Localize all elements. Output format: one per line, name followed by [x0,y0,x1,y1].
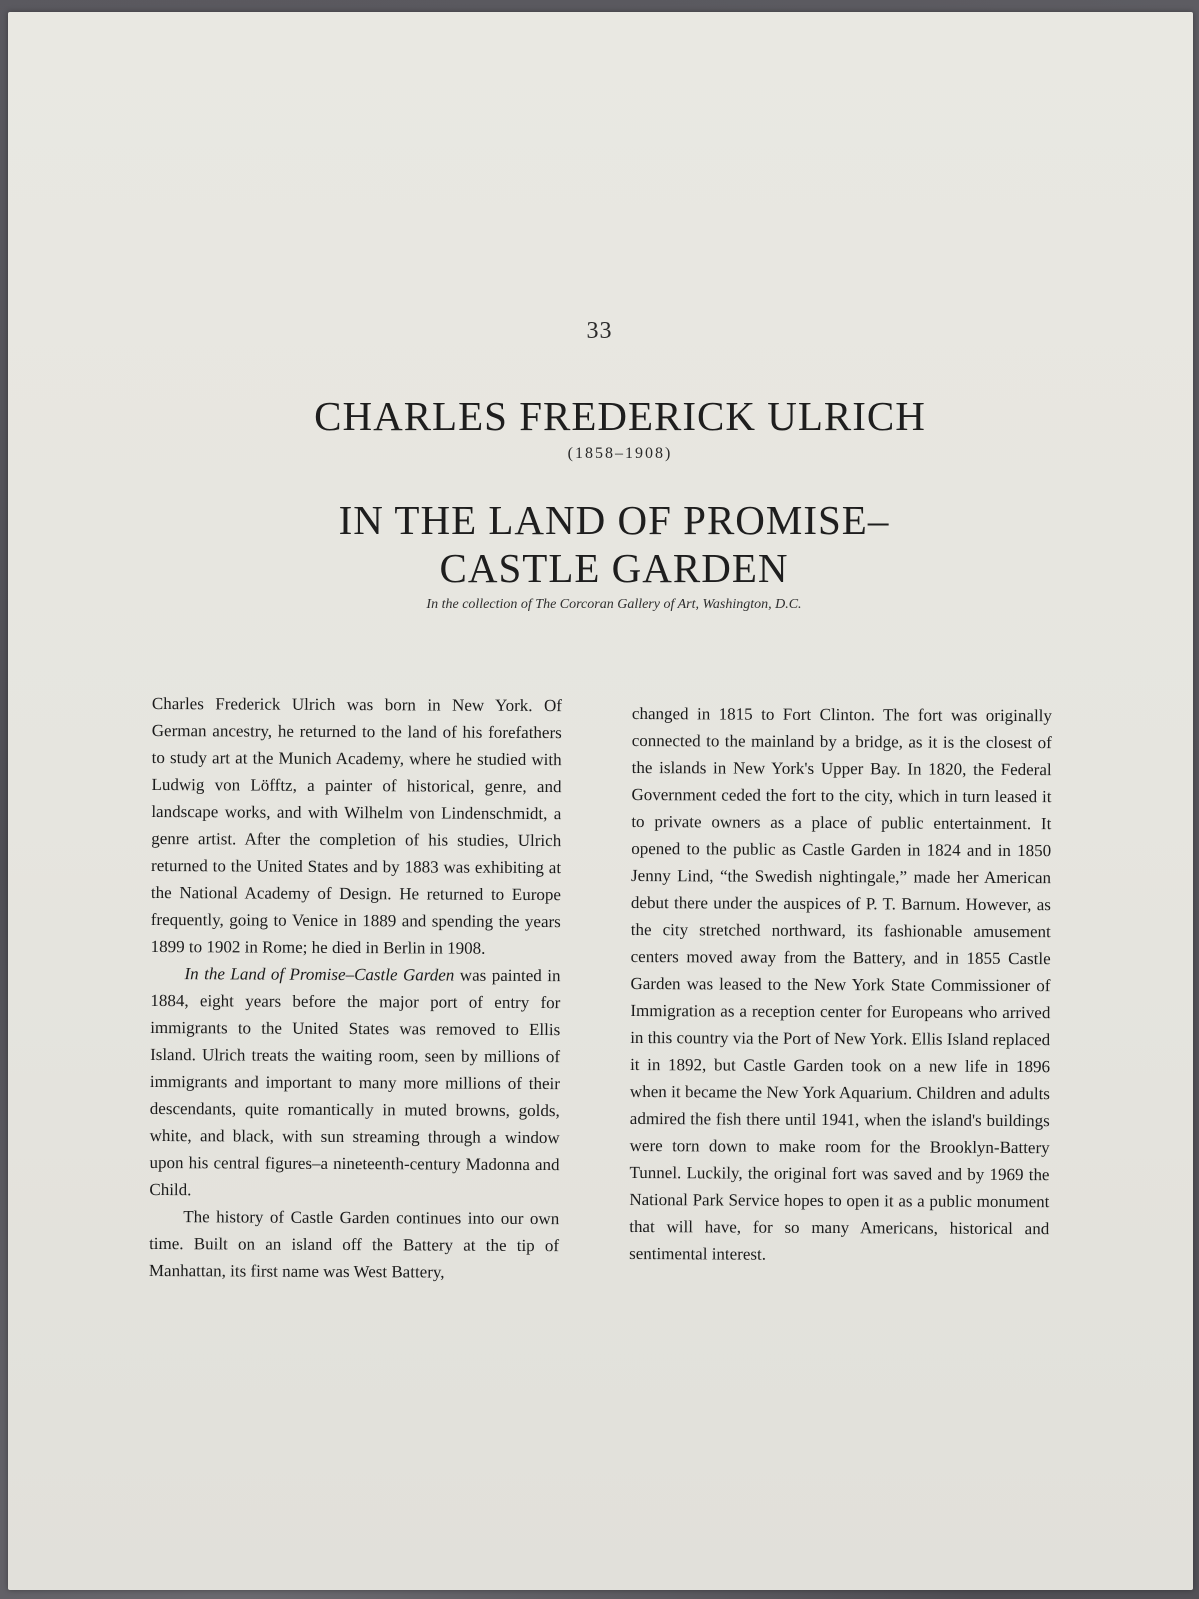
collection-credit: In the collection of The Corcoran Gallery of Art, Washington, D.C. [426,597,802,612]
painting-title-italic: In the Land of Promise–Castle Garden [184,964,455,985]
paragraph-painting [149,960,560,1205]
work-title-line-2: CASTLE GARDEN [439,545,789,591]
text-column-right [629,700,1052,1269]
paragraph-painting-text: was painted in 1884, eight years before the major port of entry for immigrants to the United States was removed to Ellis Island. Ulrich treats the waiting room, seen by millions of immigrants and important to many more millions of their descendants, quite romantically in muted browns, golds, white, and black, with sun streaming through a window upon his central figures–a nineteenth-century Madonna and Child. [149,965,561,1200]
page-number: 33 [586,318,613,344]
artist-name: CHARLES FREDERICK ULRICH [314,393,926,439]
text-column-left [149,690,562,1286]
artist-dates: (1858–1908) [567,445,673,462]
paragraph-biography: Charles Frederick Ulrich was born in New York. Of German ancestry, he returned to the land of his forefathers to study art at the Munich Academy, where he studied with Ludwig von Löfftz, a painter of historical, genre, and landscape works, and with Wilhelm von Lindenschmidt, a genre artist. After the completion of his studies, Ulrich returned to the United States and by 1883 was exhibiting at the National Academy of Design. He returned to Europe frequently, going to Venice in 1889 and spending the years 1899 to 1902 in Rome; he died in Berlin in 1908. [150,693,562,958]
paragraph-history-continued: changed in 1815 to Fort Clinton. The fort was originally connected to the mainland by a bridge, as it is the closest of the islands in New York's Upper Bay. In 1820, the Federal Government ceded the fort to the city, which in turn leased it to private owners as a place of public entertainment. It opened to the public as Castle Garden in 1824 and in 1850 Jenny Lind, “the Swedish nightingale,” made her American debut there under the auspices of P. T. Barnum. However, as the city stretched northward, its fashionable amusement centers moved away from the Battery, and in 1855 Castle Garden was leased to the New York State Commissioner of Immigration as a reception center for Europeans who arrived in this country via the Port of New York. Ellis Island replaced it in 1892, but Castle Garden took on a new life in 1896 when it became the New York Aquarium. Children and adults admired the fish there until 1941, when the island's buildings were torn down to make room for the Brooklyn-Battery Tunnel. Luckily, the original fort was saved and by 1969 the National Park Service hopes to open it as a public monument that will have, for so many Americans, historical and sentimental interest. [629,703,1052,1264]
paragraph-history-start: The history of Castle Garden continues into our own time. Built on an island off the Battery at the tip of Manhattan, its first name was West Battery, [148,1207,560,1282]
work-title [0,496,1199,592]
work-title-line-1: IN THE LAND OF PROMISE– [338,497,890,543]
